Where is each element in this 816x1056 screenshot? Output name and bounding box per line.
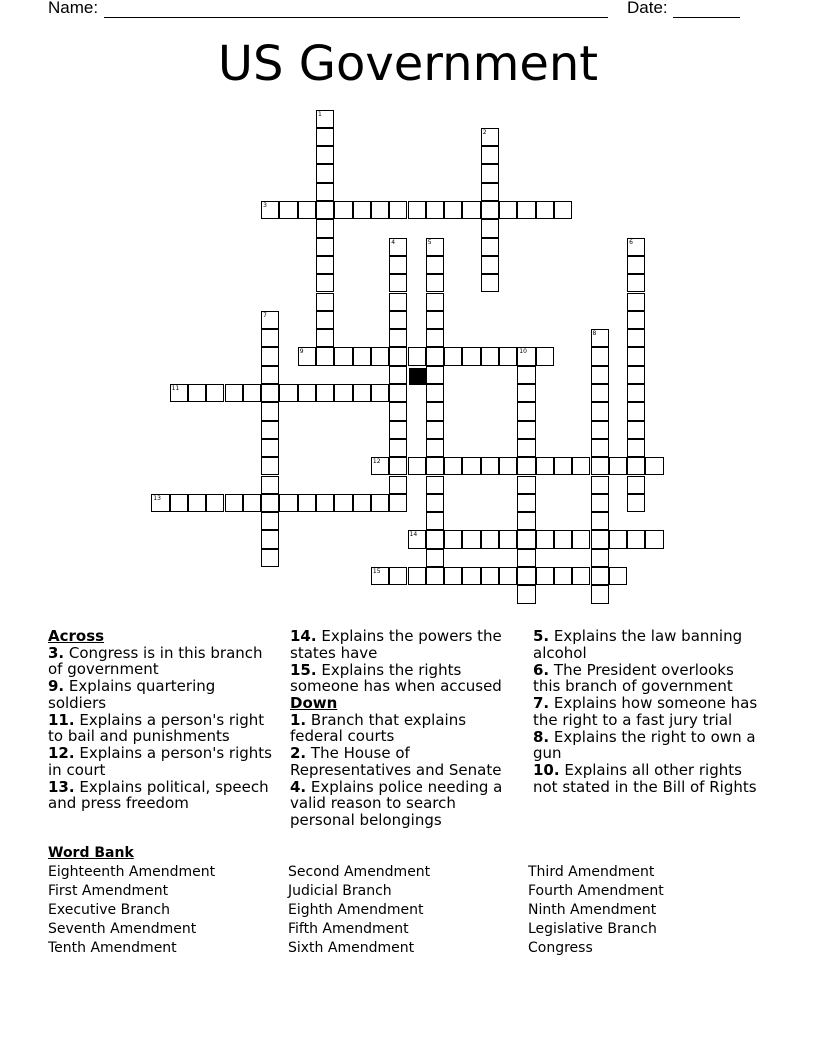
page-title: US Government — [217, 36, 599, 92]
crossword-cell[interactable] — [261, 402, 279, 420]
clue-number: 8. — [533, 727, 550, 746]
cell-number: 12 — [372, 458, 381, 466]
clue — [290, 745, 522, 778]
crossword-cell[interactable] — [481, 256, 499, 274]
crossword-cell[interactable] — [261, 457, 279, 475]
word-bank-item: Fourth Amendment — [528, 883, 664, 899]
crossword-cell[interactable] — [591, 384, 609, 402]
crossword-cell[interactable] — [298, 494, 316, 512]
crossword-cell[interactable] — [444, 567, 462, 585]
crossword-cell[interactable] — [499, 530, 517, 548]
clue-text: Explains police needing a valid reason to search personal belongings — [290, 777, 503, 829]
crossword-cell[interactable] — [206, 384, 224, 402]
crossword-cell[interactable] — [206, 494, 224, 512]
crossword-cell[interactable] — [591, 567, 609, 585]
word-bank-item: Third Amendment — [528, 864, 655, 880]
clue-number: 13. — [48, 777, 75, 796]
black-square — [409, 368, 427, 385]
crossword-cell[interactable] — [279, 494, 297, 512]
crossword-cell[interactable] — [627, 256, 645, 274]
crossword-cell[interactable] — [444, 457, 462, 475]
crossword-cell[interactable] — [261, 512, 279, 530]
crossword-cell[interactable] — [261, 384, 279, 402]
cell-number: 9 — [299, 348, 304, 356]
clue-number: 5. — [533, 627, 550, 645]
crossword-cell[interactable] — [426, 439, 444, 457]
cell-number: 8 — [592, 330, 597, 338]
clue-text: Explains the law banning alcohol — [533, 627, 743, 662]
crossword-cell[interactable] — [426, 457, 444, 475]
crossword-cell[interactable] — [426, 402, 444, 420]
clues-column-3 — [533, 628, 763, 796]
crossword-cell[interactable] — [316, 274, 334, 292]
crossword-cell[interactable] — [536, 457, 554, 475]
word-bank-item: Executive Branch — [48, 902, 170, 918]
crossword-cell[interactable] — [536, 567, 554, 585]
crossword-cell[interactable] — [517, 457, 535, 475]
cell-number: 1 — [318, 110, 322, 118]
crossword-cell[interactable] — [517, 347, 535, 365]
crossword-cell[interactable] — [481, 164, 499, 182]
crossword-cell[interactable] — [261, 366, 279, 384]
crossword-cell[interactable] — [591, 476, 609, 494]
crossword-cell[interactable] — [389, 256, 407, 274]
word-bank-item: Fifth Amendment — [288, 921, 409, 937]
clue — [290, 779, 522, 829]
word-bank-title: Word Bank — [48, 845, 134, 861]
crossword-cell[interactable] — [481, 128, 499, 146]
crossword-cell[interactable] — [481, 567, 499, 585]
crossword-cell[interactable] — [627, 311, 645, 329]
crossword-cell[interactable] — [426, 549, 444, 567]
crossword-cell[interactable] — [609, 530, 627, 548]
crossword-cell[interactable] — [481, 219, 499, 237]
crossword-cell[interactable] — [426, 494, 444, 512]
clue-number: 14. — [290, 627, 317, 645]
crossword-cell[interactable] — [188, 494, 206, 512]
crossword-cell[interactable] — [316, 494, 334, 512]
crossword-cell[interactable] — [517, 585, 535, 603]
word-bank-item: Congress — [528, 940, 593, 956]
clue-text: Explains a person's right to bail and punishments — [48, 710, 265, 745]
crossword-cell[interactable] — [627, 238, 645, 256]
crossword-cell[interactable] — [517, 567, 535, 585]
crossword-cell[interactable] — [499, 201, 517, 219]
word-bank-item: Sixth Amendment — [288, 940, 415, 956]
crossword-cell[interactable] — [591, 366, 609, 384]
crossword-cell[interactable] — [426, 384, 444, 402]
crossword-cell[interactable] — [389, 439, 407, 457]
name-label: Name: — [48, 0, 99, 17]
crossword-cell[interactable] — [517, 402, 535, 420]
crossword-cell[interactable] — [316, 183, 334, 201]
cell-number: 4 — [391, 238, 396, 246]
crossword-cell[interactable] — [261, 347, 279, 365]
word-bank-item: Second Amendment — [288, 864, 431, 880]
date-label: Date: — [627, 0, 668, 17]
crossword-cell[interactable] — [591, 512, 609, 530]
crossword-cell[interactable] — [261, 311, 279, 329]
clue-text: The House of Representatives and Senate — [290, 744, 502, 779]
clue-section-heading: Across — [48, 627, 105, 645]
clue-section-heading: Down — [290, 694, 338, 712]
crossword-cell[interactable] — [481, 347, 499, 365]
crossword-cell[interactable] — [499, 567, 517, 585]
clue-number: 6. — [533, 660, 550, 679]
crossword-cell[interactable] — [517, 366, 535, 384]
crossword-cell[interactable] — [444, 530, 462, 548]
clue-text: Explains quartering soldiers — [48, 677, 216, 712]
cell-number: 13 — [153, 494, 161, 502]
crossword-cell[interactable] — [517, 476, 535, 494]
crossword-cell[interactable] — [536, 201, 554, 219]
crossword-cell[interactable] — [353, 384, 371, 402]
crossword-cell[interactable] — [462, 347, 480, 365]
crossword-cell[interactable] — [426, 530, 444, 548]
clue — [290, 628, 522, 661]
clue — [48, 678, 278, 711]
crossword-cell[interactable] — [353, 201, 371, 219]
crossword-cell[interactable] — [298, 384, 316, 402]
crossword-cell[interactable] — [517, 530, 535, 548]
crossword-cell[interactable] — [408, 457, 426, 475]
crossword-cell[interactable] — [462, 567, 480, 585]
crossword-cell[interactable] — [334, 384, 352, 402]
crossword-cell[interactable] — [591, 530, 609, 548]
crossword-cell[interactable] — [591, 439, 609, 457]
crossword-cell[interactable] — [462, 457, 480, 475]
clue — [533, 695, 763, 728]
crossword-cell[interactable] — [499, 347, 517, 365]
word-bank-item: Judicial Branch — [288, 883, 392, 899]
clue-text: Explains a person's rights in court — [48, 744, 272, 779]
cell-number: 6 — [629, 238, 633, 246]
crossword-cell[interactable] — [481, 457, 499, 475]
crossword-cell[interactable] — [279, 384, 297, 402]
clue-number: 1. — [290, 710, 307, 729]
crossword-cell[interactable] — [627, 439, 645, 457]
clue — [48, 745, 278, 778]
crossword-cell[interactable] — [517, 421, 535, 439]
crossword-cell[interactable] — [371, 347, 389, 365]
clue — [533, 628, 763, 661]
crossword-cell[interactable] — [609, 567, 627, 585]
crossword-cell[interactable] — [316, 128, 334, 146]
crossword-cell[interactable] — [426, 476, 444, 494]
cell-number: 3 — [263, 202, 267, 209]
crossword-cell[interactable] — [170, 494, 188, 512]
crossword-cell[interactable] — [261, 494, 279, 512]
clue — [533, 762, 763, 795]
crossword-cell[interactable] — [627, 347, 645, 365]
crossword-cell[interactable] — [591, 402, 609, 420]
crossword-cell[interactable] — [389, 366, 407, 384]
clue-text: Explains the powers the states have — [290, 627, 502, 662]
crossword-cell[interactable] — [517, 439, 535, 457]
cell-number: 2 — [482, 128, 487, 136]
crossword-cell[interactable] — [389, 311, 407, 329]
crossword-cell[interactable] — [389, 274, 407, 292]
crossword-cell[interactable] — [572, 457, 590, 475]
crossword-cell[interactable] — [536, 530, 554, 548]
clue — [290, 662, 522, 695]
crossword-cell[interactable] — [316, 256, 334, 274]
crossword-cell[interactable] — [261, 201, 279, 219]
word-bank-item: Eighteenth Amendment — [48, 864, 216, 880]
crossword-cell[interactable] — [591, 347, 609, 365]
crossword-cell[interactable] — [645, 457, 663, 475]
crossword-cell[interactable] — [316, 164, 334, 182]
crossword-cell[interactable] — [389, 476, 407, 494]
crossword-cell[interactable] — [316, 201, 334, 219]
crossword-cell[interactable] — [261, 530, 279, 548]
crossword-cell[interactable] — [591, 457, 609, 475]
crossword-cell[interactable] — [225, 494, 243, 512]
crossword-cell[interactable] — [426, 421, 444, 439]
crossword-cell[interactable] — [408, 567, 426, 585]
crossword-cell[interactable] — [645, 530, 663, 548]
crossword-cell[interactable] — [334, 494, 352, 512]
crossword-cell[interactable] — [426, 311, 444, 329]
crossword-cell[interactable] — [627, 402, 645, 420]
crossword-cell[interactable] — [517, 512, 535, 530]
crossword-cell[interactable] — [188, 384, 206, 402]
crossword-cell[interactable] — [316, 329, 334, 347]
clue-number: 11. — [48, 710, 75, 729]
crossword-cell[interactable] — [261, 549, 279, 567]
crossword-cell[interactable] — [353, 347, 371, 365]
crossword-cell[interactable] — [316, 311, 334, 329]
cell-number: 15 — [372, 568, 381, 575]
crossword-cell[interactable] — [499, 457, 517, 475]
crossword-cell[interactable] — [554, 567, 572, 585]
crossword-cell[interactable] — [627, 476, 645, 494]
crossword-cell[interactable] — [572, 567, 590, 585]
crossword-cell[interactable] — [243, 494, 261, 512]
crossword-cell[interactable] — [591, 549, 609, 567]
crossword-cell[interactable] — [591, 421, 609, 439]
crossword-cell[interactable] — [627, 494, 645, 512]
crossword-cell[interactable] — [444, 201, 462, 219]
crossword-cell[interactable] — [170, 384, 188, 402]
clue-text: Explains all other rights not stated in the Bill of Rights — [533, 761, 757, 796]
crossword-cell[interactable] — [371, 457, 389, 475]
word-bank-item: Ninth Amendment — [528, 902, 657, 918]
word-bank-item: Legislative Branch — [528, 921, 657, 937]
crossword-cell[interactable] — [517, 201, 535, 219]
crossword-cell[interactable] — [627, 457, 645, 475]
word-bank-item: First Amendment — [48, 883, 169, 899]
crossword-cell[interactable] — [298, 347, 316, 365]
crossword-cell[interactable] — [316, 219, 334, 237]
crossword-cell[interactable] — [408, 347, 426, 365]
clues-column-1 — [48, 628, 278, 812]
crossword-cell[interactable] — [389, 238, 407, 256]
crossword-cell[interactable] — [591, 494, 609, 512]
crossword-cell[interactable] — [426, 201, 444, 219]
crossword-cell[interactable] — [298, 201, 316, 219]
crossword-cell[interactable] — [353, 494, 371, 512]
crossword-cell[interactable] — [371, 567, 389, 585]
crossword-cell[interactable] — [609, 457, 627, 475]
crossword-cell[interactable] — [334, 347, 352, 365]
crossword-cell[interactable] — [389, 421, 407, 439]
crossword-cell[interactable] — [536, 347, 554, 365]
crossword-cell[interactable] — [426, 293, 444, 311]
crossword-cell[interactable] — [408, 201, 426, 219]
crossword-cell[interactable] — [426, 366, 444, 384]
clue — [533, 729, 763, 762]
clue-number: 12. — [48, 744, 75, 762]
crossword-cell[interactable] — [517, 549, 535, 567]
crossword-cell[interactable] — [261, 439, 279, 457]
crossword-cell[interactable] — [627, 421, 645, 439]
crossword-cell[interactable] — [389, 329, 407, 347]
cell-number: 7 — [263, 311, 267, 319]
crossword-cell[interactable] — [462, 201, 480, 219]
crossword-cell[interactable] — [627, 384, 645, 402]
crossword-cell[interactable] — [261, 476, 279, 494]
crossword-cell[interactable] — [591, 585, 609, 603]
crossword-cell[interactable] — [627, 329, 645, 347]
clue-number: 2. — [290, 744, 307, 762]
clue-text: Explains the rights someone has when accused — [290, 660, 502, 695]
crossword-cell[interactable] — [408, 530, 426, 548]
clue-text: Explains how someone has the right to a fast jury trial — [533, 694, 758, 729]
crossword-cell[interactable] — [481, 530, 499, 548]
clue-text: Branch that explains federal courts — [290, 710, 467, 745]
crossword-cell[interactable] — [426, 329, 444, 347]
crossword-cell[interactable] — [627, 293, 645, 311]
crossword-cell[interactable] — [151, 494, 169, 512]
crossword-cell[interactable] — [462, 530, 480, 548]
cell-number: 14 — [409, 531, 418, 539]
crossword-cell[interactable] — [389, 384, 407, 402]
crossword-cell[interactable] — [572, 530, 590, 548]
crossword-cell[interactable] — [426, 567, 444, 585]
clue — [290, 712, 522, 745]
crossword-cell[interactable] — [389, 201, 407, 219]
crossword-cell[interactable] — [444, 347, 462, 365]
crossword-cell[interactable] — [371, 494, 389, 512]
clue-text: Explains the right to own a gun — [533, 727, 756, 762]
crossword-cell[interactable] — [371, 201, 389, 219]
crossword-cell[interactable] — [591, 329, 609, 347]
cell-number: 10 — [519, 348, 527, 356]
crossword-cell[interactable] — [426, 256, 444, 274]
crossword-cell[interactable] — [627, 274, 645, 292]
cell-number: 11 — [171, 385, 180, 392]
crossword-cell[interactable] — [334, 201, 352, 219]
crossword-cell[interactable] — [261, 421, 279, 439]
crossword-cell[interactable] — [481, 201, 499, 219]
crossword-cell[interactable] — [316, 110, 334, 128]
crossword-cell[interactable] — [389, 402, 407, 420]
word-bank-item: Tenth Amendment — [48, 940, 177, 956]
crossword-cell[interactable] — [225, 384, 243, 402]
crossword-cell[interactable] — [627, 366, 645, 384]
clue-number: 10. — [533, 761, 560, 779]
clue-text: Explains political, speech and press freedom — [48, 777, 269, 812]
clue — [48, 712, 278, 745]
crossword-cell[interactable] — [426, 238, 444, 256]
crossword-cell[interactable] — [243, 384, 261, 402]
clue-number: 3. — [48, 643, 65, 662]
clues-column-2 — [290, 628, 522, 829]
clue-text: The President overlooks this branch of government — [533, 660, 734, 695]
clue-number: 7. — [533, 694, 550, 712]
crossword-cell[interactable] — [389, 567, 407, 585]
crossword-cell[interactable] — [481, 183, 499, 201]
crossword-cell[interactable] — [554, 201, 572, 219]
clue-number: 4. — [290, 777, 307, 796]
crossword-cell[interactable] — [316, 293, 334, 311]
cell-number: 5 — [427, 238, 432, 246]
crossword-cell[interactable] — [426, 347, 444, 365]
crossword-cell[interactable] — [481, 238, 499, 256]
crossword-cell[interactable] — [316, 146, 334, 164]
clue — [48, 779, 278, 812]
crossword-cell[interactable] — [627, 530, 645, 548]
crossword-cell[interactable] — [481, 274, 499, 292]
crossword-cell[interactable] — [481, 146, 499, 164]
clue-number: 9. — [48, 677, 65, 695]
crossword-cell[interactable] — [316, 384, 334, 402]
clue-text: Congress is in this branch of government — [48, 643, 263, 678]
crossword-cell[interactable] — [371, 384, 389, 402]
clue-number: 15. — [290, 660, 317, 679]
crossword-cell[interactable] — [517, 384, 535, 402]
crossword-cell[interactable] — [426, 512, 444, 530]
clue — [48, 645, 278, 678]
crossword-cell[interactable] — [389, 494, 407, 512]
crossword-cell[interactable] — [279, 201, 297, 219]
crossword-cell[interactable] — [389, 347, 407, 365]
crossword-cell[interactable] — [261, 329, 279, 347]
crossword-cell[interactable] — [316, 238, 334, 256]
word-bank-item: Eighth Amendment — [288, 902, 424, 918]
crossword-cell[interactable] — [389, 457, 407, 475]
crossword-cell[interactable] — [426, 274, 444, 292]
crossword-cell[interactable] — [517, 494, 535, 512]
crossword-cell[interactable] — [316, 347, 334, 365]
clue — [533, 662, 763, 695]
crossword-cell[interactable] — [554, 530, 572, 548]
crossword-cell[interactable] — [554, 457, 572, 475]
crossword-cell[interactable] — [389, 293, 407, 311]
word-bank-item: Seventh Amendment — [48, 921, 197, 937]
